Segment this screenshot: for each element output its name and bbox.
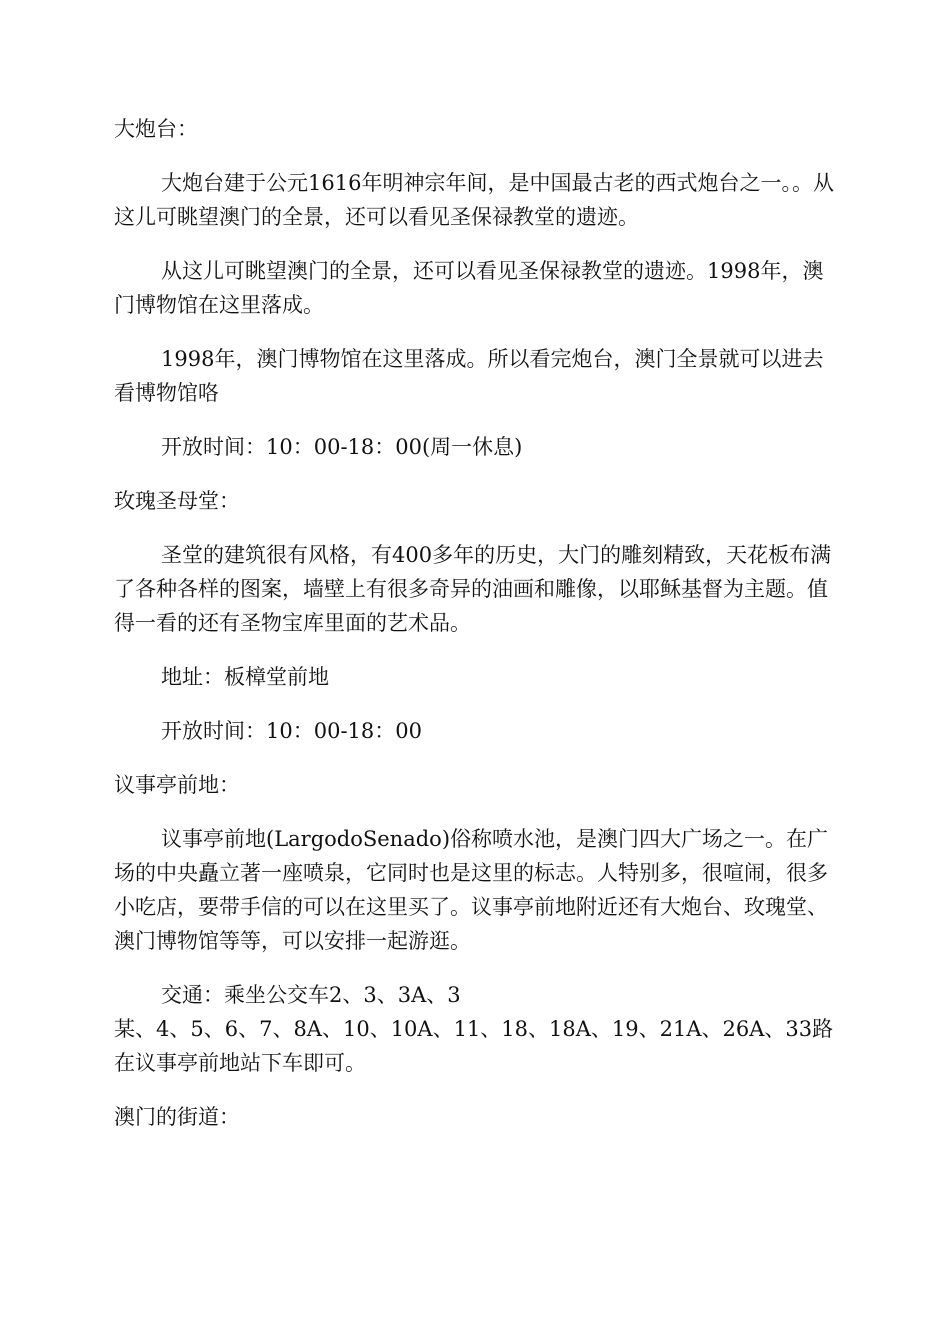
transport-line-2: 某、4、5、6、7、8A、10、10A、11、18、18A、19、21A、26A、33路在议事亭前地站下车即可。 [114, 1017, 834, 1075]
opening-hours: 开放时间：10：00-18：00(周一休息) [161, 435, 523, 459]
paragraph: 1998年，澳门博物馆在这里落成。所以看完炮台，澳门全景就可以进去看博物馆咯 [114, 347, 824, 405]
section-heading-fortress: 大炮台： [114, 117, 198, 141]
section-heading-senado-square: 议事亭前地： [114, 773, 240, 797]
paragraph: 大炮台建于公元1616年明神宗年间，是中国最古老的西式炮台之一。。从这儿可眺望澳门的全景，还可以看见圣保禄教堂的遗迹。 [114, 171, 834, 229]
opening-hours: 开放时间：10：00-18：00 [161, 719, 422, 743]
section-heading-rosary-church: 玫瑰圣母堂： [114, 489, 240, 513]
document-body [114, 112, 836, 1154]
address: 地址：板樟堂前地 [161, 665, 329, 689]
paragraph: 议事亭前地(LargodoSenado)俗称喷水池，是澳门四大广场之一。在广场的中央矗立著一座喷泉，它同时也是这里的标志。人特别多，很喧闹，很多小吃店，要带手信的可以在这里买了。议事亭前地附近还有大炮台、玫瑰堂、澳门博物馆等等，可以安排一起游逛。 [114, 827, 829, 953]
section-heading-streets: 澳门的街道： [114, 1105, 240, 1129]
paragraph: 从这儿可眺望澳门的全景，还可以看见圣保禄教堂的遗迹。1998年，澳门博物馆在这里落成。 [114, 259, 824, 317]
paragraph: 圣堂的建筑很有风格，有400多年的历史，大门的雕刻精致，天花板布满了各种各样的图案，墙壁上有很多奇异的油画和雕像，以耶稣基督为主题。值得一看的还有圣物宝库里面的艺术品。 [114, 543, 832, 635]
transport-line-1: 交通：乘坐公交车2、3、3A、3 [161, 983, 461, 1007]
